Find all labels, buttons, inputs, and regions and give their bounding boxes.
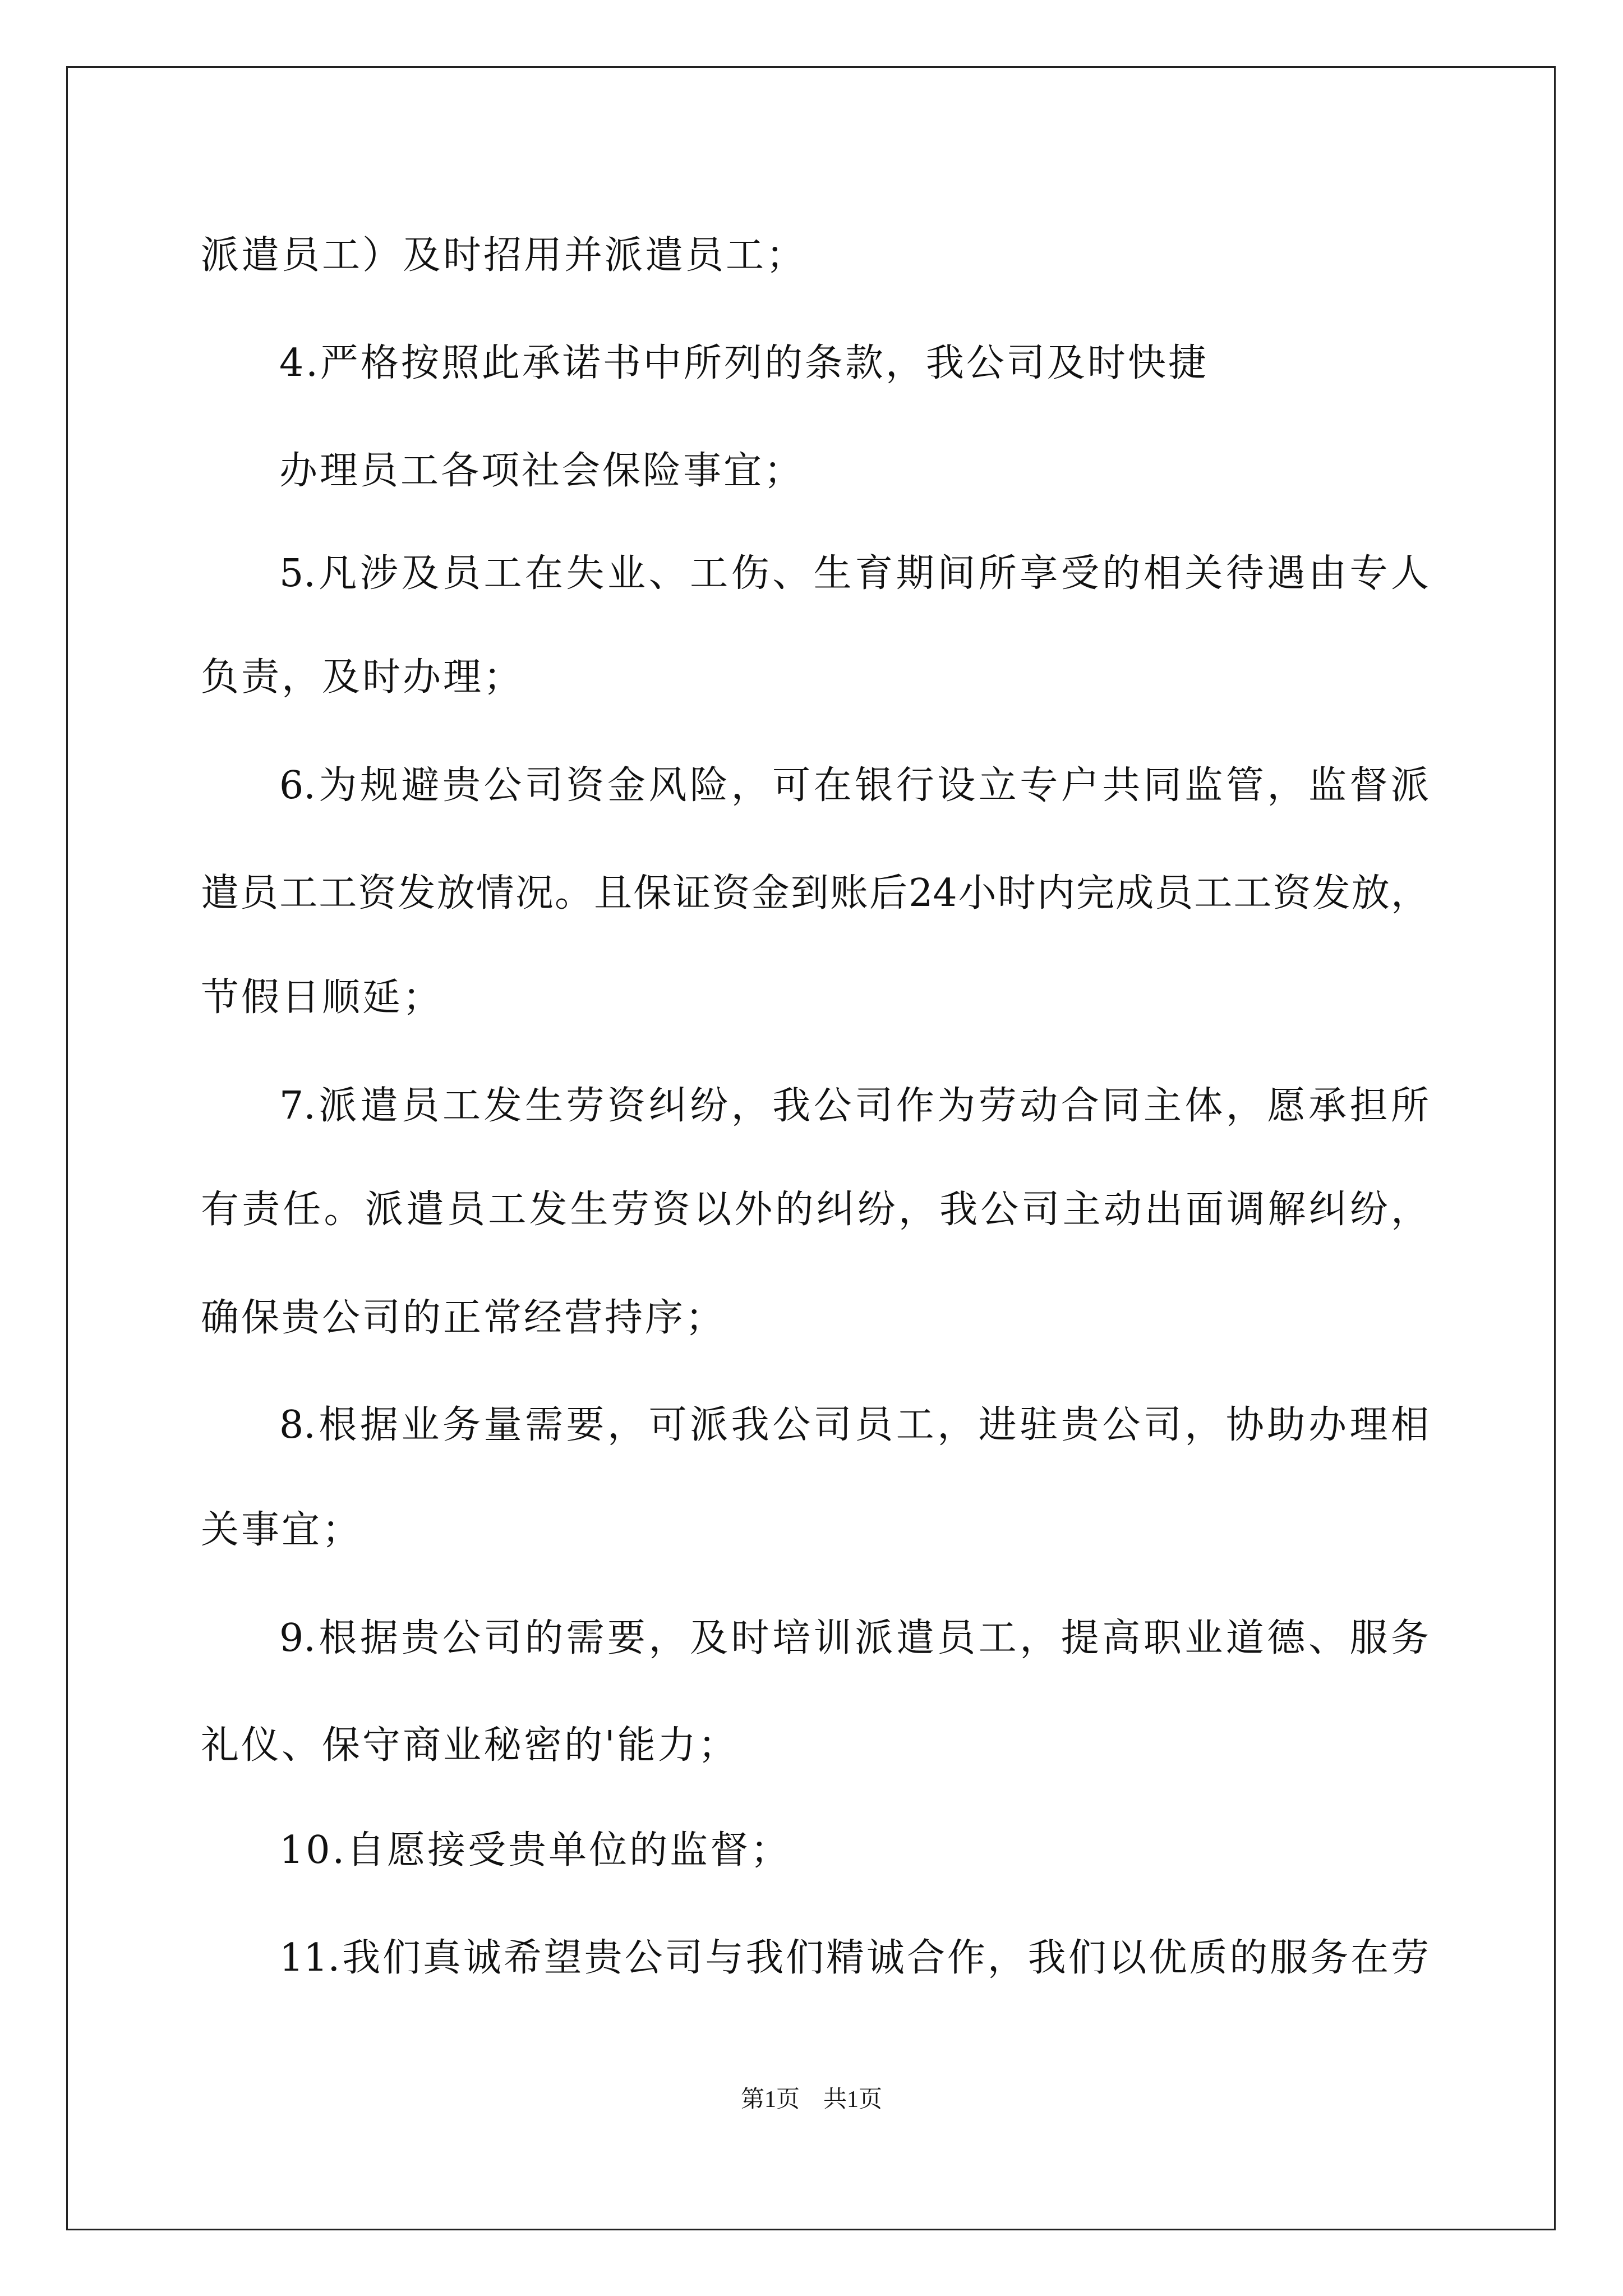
text-line-17: 11.我们真诚希望贵公司与我们精诚合作，我们以优质的服务在劳 bbox=[279, 1936, 1429, 1980]
page-footer: 第1页 共1页 bbox=[740, 2087, 882, 2113]
text-line-10: 有责任。派遣员工发生劳资以外的纠纷，我公司主动出面调解纠纷， bbox=[201, 1188, 1429, 1232]
text-line-3: 办理员工各项社会保险事宜； bbox=[279, 449, 805, 493]
text-line-15: 礼仪、保守商业秘密的'能力； bbox=[201, 1723, 739, 1768]
text-line-4: 5.凡涉及员工在失业、工伤、生育期间所享受的相关待遇由专人 bbox=[279, 551, 1429, 596]
text-line-11: 确保贵公司的正常经营持序； bbox=[201, 1296, 726, 1340]
text-line-16: 10.自愿接受贵单位的监督； bbox=[279, 1828, 791, 1872]
text-line-8: 节假日顺延； bbox=[201, 976, 444, 1020]
text-line-13: 关事宜； bbox=[201, 1508, 363, 1552]
text-line-6: 6.为规避贵公司资金风险，可在银行设立专户共同监管，监督派 bbox=[279, 763, 1429, 808]
text-line-2: 4.严格按照此承诺书中所列的条款，我公司及时快捷 bbox=[279, 341, 1209, 385]
text-line-1: 派遣员工）及时招用并派遣员工； bbox=[201, 233, 807, 278]
text-line-14: 9.根据贵公司的需要，及时培训派遣员工，提高职业道德、服务 bbox=[279, 1616, 1429, 1660]
text-line-7: 遣员工工资发放情况。且保证资金到账后24小时内完成员工工资发放， bbox=[201, 871, 1429, 915]
text-line-12: 8.根据业务量需要，可派我公司员工，进驻贵公司，协助办理相 bbox=[279, 1403, 1429, 1447]
page-border bbox=[66, 66, 1556, 2230]
text-line-5: 负责，及时办理； bbox=[201, 655, 524, 700]
text-line-9: 7.派遣员工发生劳资纠纷，我公司作为劳动合同主体，愿承担所 bbox=[279, 1084, 1429, 1128]
